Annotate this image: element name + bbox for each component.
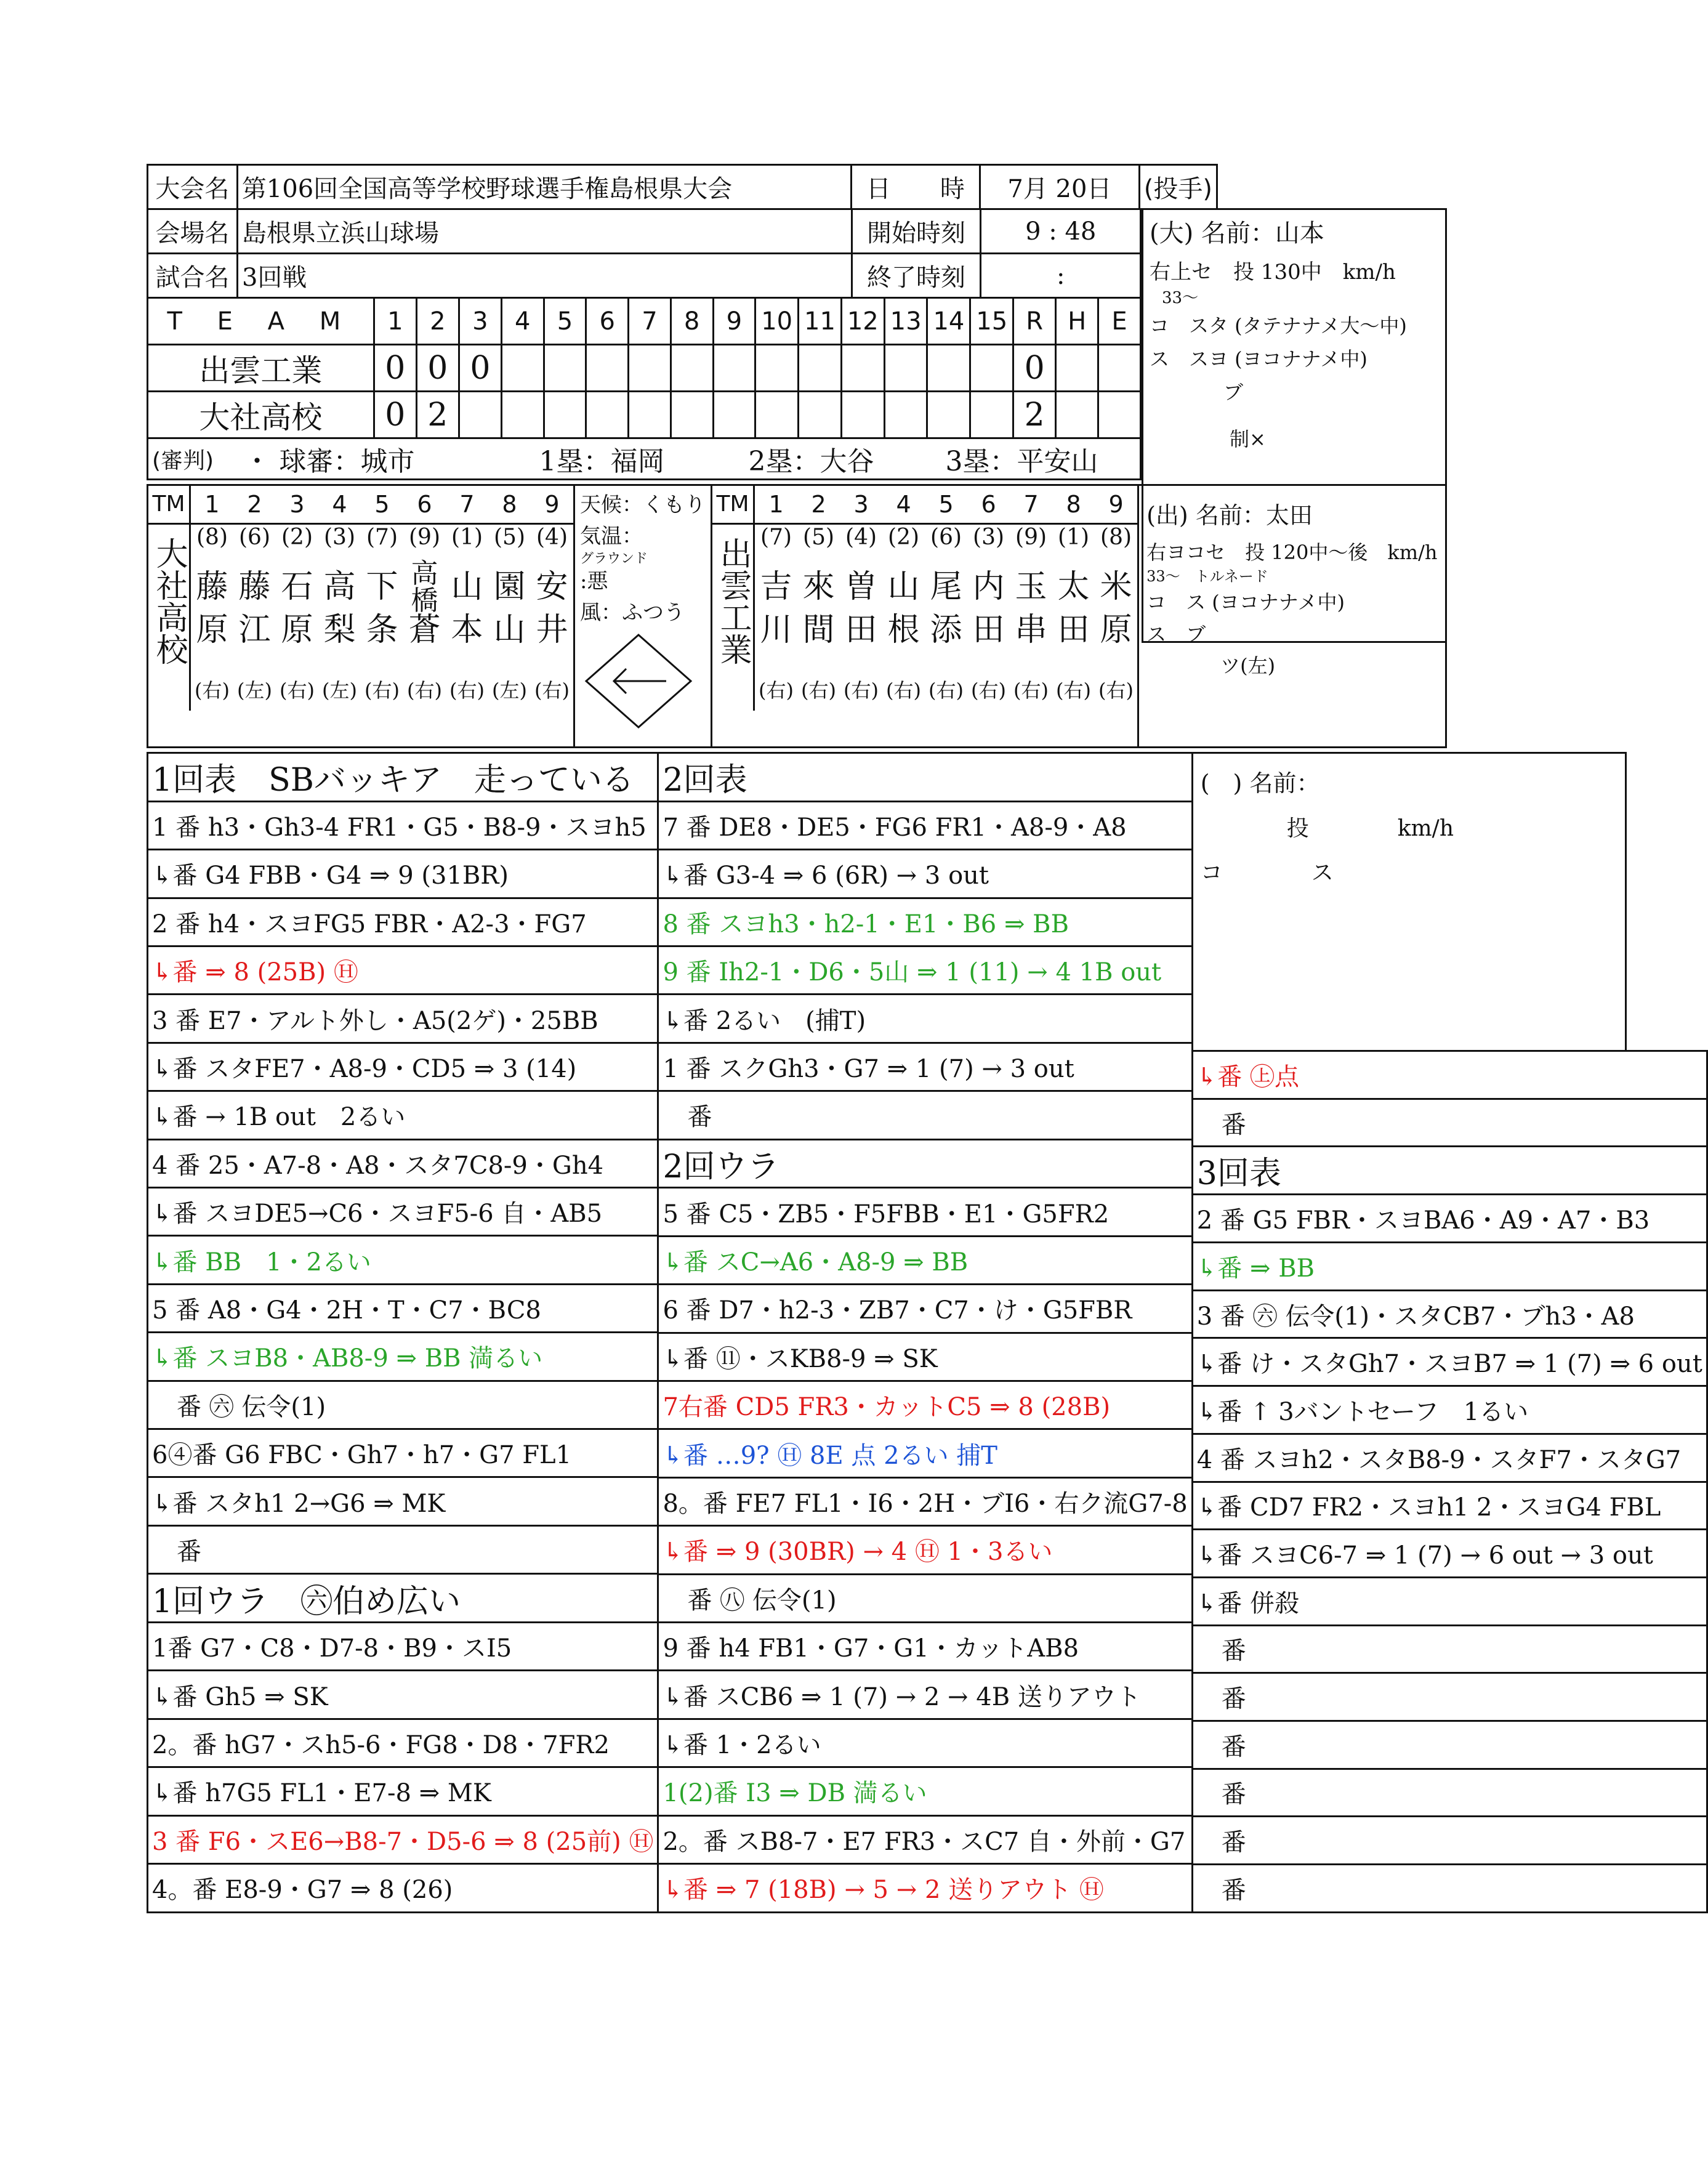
umpire-row bbox=[147, 437, 1142, 480]
play-row: 2 番 h4・スヨFG5 FBR・A2-3・FG7 bbox=[148, 898, 658, 946]
rhe-header: E bbox=[1098, 298, 1141, 345]
player-family-name: 下 bbox=[366, 568, 398, 605]
play-row: 5 番 C5・ZB5・F5FBB・E1・G5FR2 bbox=[658, 1188, 1192, 1236]
play-row: ↳番 G4 FBB・G4 ⇒ 9 (31BR) bbox=[148, 850, 658, 898]
play-row: 1(2)番 I3 ⇒ DB 満るい bbox=[658, 1767, 1192, 1815]
play-row: ↳番 CD7 FR2・スヨh1 2・スヨG4 FBL bbox=[1192, 1482, 1707, 1530]
inning-header: 10 bbox=[755, 298, 799, 345]
play-row: ↳番 け・スタGh7・スヨB7 ⇒ 1 (7) ⇒ 6 out bbox=[1192, 1338, 1707, 1386]
player-family-name: 山 bbox=[451, 568, 483, 605]
play-row: ↳番 ⑪・スKB8-9 ⇒ SK bbox=[658, 1333, 1192, 1381]
play-row: ↳番 1・2るい bbox=[658, 1719, 1192, 1767]
team-header: T E A M bbox=[148, 298, 374, 345]
play-row: 2回ウラ bbox=[658, 1139, 1192, 1188]
player-family-name: 山 bbox=[887, 568, 920, 605]
play-row: 1回ウラ ㊅伯め広い bbox=[148, 1574, 658, 1623]
total-h bbox=[1056, 392, 1098, 438]
player-slot bbox=[884, 525, 924, 711]
home-players bbox=[191, 525, 573, 711]
play-row: 番 bbox=[1192, 1625, 1707, 1673]
order-number: 4 bbox=[896, 491, 911, 518]
play-row: ↳番 スCB6 ⇒ 1 (7) → 2 → 4B 送りアウト bbox=[658, 1671, 1192, 1719]
inning-score bbox=[586, 345, 629, 392]
plays-column-3-wrap bbox=[1191, 752, 1702, 1913]
inning-score: 0 bbox=[374, 345, 416, 392]
weather-ground: :悪 bbox=[580, 569, 608, 594]
date-value: 7月 20日 bbox=[980, 165, 1140, 209]
weather-ground-label: グラウンド bbox=[580, 551, 648, 567]
inning-score bbox=[544, 392, 586, 438]
play-row: 1 番 スクGh3・G7 ⇒ 1 (7) → 3 out bbox=[658, 1043, 1192, 1091]
player-hand: (左) bbox=[237, 679, 272, 702]
player-position: (4) bbox=[536, 525, 568, 550]
play-row: 6④番 G6 FBC・Gh7・h7・G7 FL1 bbox=[148, 1429, 658, 1477]
batting-order-numbers bbox=[755, 486, 1137, 525]
player-slot bbox=[1053, 525, 1094, 711]
pitcher2-line2: 33〜 トルネード bbox=[1146, 567, 1268, 585]
tm-label: TM bbox=[712, 486, 753, 525]
total-h bbox=[1056, 345, 1098, 392]
player-hand: (左) bbox=[492, 679, 527, 702]
player-family-name: 米 bbox=[1100, 568, 1132, 605]
weather-sky: 天候：くもり bbox=[580, 493, 706, 517]
pitcher2-header: (出) 名前：太田 bbox=[1146, 502, 1313, 529]
venue-label: 会場名 bbox=[148, 209, 238, 254]
umpire-label: (審判) bbox=[148, 438, 240, 480]
play-row: 番 bbox=[1192, 1769, 1707, 1817]
inning-score bbox=[586, 392, 629, 438]
plays-column-3 bbox=[1191, 1050, 1708, 1913]
player-given-name: 添 bbox=[930, 611, 962, 648]
player-position: (4) bbox=[845, 525, 877, 550]
pitcher3-line3: コ ス bbox=[1200, 860, 1334, 886]
inning-score bbox=[629, 392, 671, 438]
player-position: (5) bbox=[803, 525, 835, 550]
play-row: 番 bbox=[658, 1091, 1192, 1139]
player-family-name: 太 bbox=[1057, 568, 1090, 605]
pitcher1-line6: 制× bbox=[1230, 427, 1266, 451]
play-row: 7 番 DE8・DE5・FG6 FR1・A8-9・A8 bbox=[658, 801, 1192, 849]
play-row: ↳番 BB 1・2るい bbox=[148, 1236, 658, 1284]
inning-score bbox=[927, 345, 970, 392]
tournament-name: 第106回全国高等学校野球選手権島根県大会 bbox=[237, 165, 851, 209]
umpire-third: 3塁：平安山 bbox=[942, 438, 1141, 480]
player-slot bbox=[532, 525, 573, 711]
player-family-name: 高橋 bbox=[411, 558, 438, 616]
player-hand: (右) bbox=[844, 679, 879, 702]
pitcher3-line1: 投 km/h bbox=[1286, 816, 1454, 841]
inning-score bbox=[459, 392, 501, 438]
inning-score: 0 bbox=[374, 392, 416, 438]
inning-header: 9 bbox=[713, 298, 755, 345]
inning-score bbox=[755, 392, 799, 438]
play-row: 8 番 スヨh3・h2-1・E1・B6 ⇒ BB bbox=[658, 898, 1192, 946]
player-position: (6) bbox=[239, 525, 270, 550]
date-label: 日 時 bbox=[851, 165, 980, 209]
inning-header: 6 bbox=[586, 298, 629, 345]
inning-score bbox=[501, 392, 544, 438]
player-hand: (右) bbox=[1098, 679, 1134, 702]
play-row: 4。番 E8-9・G7 ⇒ 8 (26) bbox=[148, 1864, 658, 1913]
play-row: 3 番 ㊅ 伝令(1)・スタCB7・ブh3・A8 bbox=[1192, 1290, 1707, 1338]
player-slot bbox=[235, 525, 275, 711]
play-row: 7右番 CD5 FR3・カットC5 ⇒ 8 (28B) bbox=[658, 1381, 1192, 1429]
play-row: 番 bbox=[148, 1525, 658, 1573]
pitcher2-line3: コ ス (ヨコナナメ中) bbox=[1146, 591, 1345, 615]
player-family-name: 尾 bbox=[930, 568, 962, 605]
play-row: 9 番 h4 FB1・G7・G1・カットAB8 bbox=[658, 1622, 1192, 1670]
inning-header: 8 bbox=[671, 298, 713, 345]
player-given-name: 山 bbox=[493, 611, 526, 648]
weather-wind: 風：ふつう bbox=[580, 600, 685, 625]
play-row: ↳番 → 1B out 2るい bbox=[148, 1091, 658, 1139]
player-given-name: 川 bbox=[760, 611, 792, 648]
player-hand: (右) bbox=[365, 679, 400, 702]
order-number: 3 bbox=[853, 491, 869, 518]
umpire-chief: ・ 球審：城市 bbox=[240, 438, 536, 480]
player-position: (1) bbox=[1058, 525, 1090, 550]
player-position: (7) bbox=[366, 525, 398, 550]
inning-score bbox=[970, 392, 1013, 438]
player-slot bbox=[756, 525, 797, 711]
play-by-play bbox=[147, 752, 1702, 1913]
player-hand: (右) bbox=[971, 679, 1007, 702]
play-row: ↳番 h7G5 FL1・E7-8 ⇒ MK bbox=[148, 1767, 658, 1815]
umpire-second: 2塁：大谷 bbox=[745, 438, 942, 480]
order-number: 9 bbox=[544, 491, 560, 518]
player-hand: (右) bbox=[195, 679, 230, 702]
pitcher1-line5: ブ bbox=[1223, 381, 1244, 404]
play-row: 4 番 25・A7-8・A8・スタ7C8-9・Gh4 bbox=[148, 1139, 658, 1187]
player-given-name: 原 bbox=[196, 611, 228, 648]
inning-score bbox=[927, 392, 970, 438]
player-slot bbox=[192, 525, 233, 711]
play-row: ↳番 ⇒ 8 (25B) Ⓗ bbox=[148, 946, 658, 994]
total-e bbox=[1098, 392, 1141, 438]
order-number: 6 bbox=[981, 491, 996, 518]
play-row: ↳番 スタFE7・A8-9・CD5 ⇒ 3 (14) bbox=[148, 1043, 658, 1091]
play-row: 番 bbox=[1192, 1865, 1707, 1913]
play-row: 2 番 G5 FBR・スヨBA6・A9・A7・B3 bbox=[1192, 1195, 1707, 1243]
player-given-name: 江 bbox=[238, 611, 271, 648]
venue-value: 島根県立浜山球場 bbox=[237, 209, 852, 254]
play-row: ↳番 スタh1 2→G6 ⇒ MK bbox=[148, 1477, 658, 1525]
pitcher3-header: ( ) 名前： bbox=[1200, 770, 1320, 797]
order-number: 9 bbox=[1108, 491, 1124, 518]
weather-temp: 気温： bbox=[580, 524, 643, 549]
player-slot bbox=[1096, 525, 1137, 711]
play-row: 8。番 FE7 FL1・I6・2H・ブI6・右ク流G7-8 bbox=[658, 1477, 1192, 1525]
player-given-name: 田 bbox=[1057, 611, 1090, 648]
player-family-name: 曽 bbox=[845, 568, 877, 605]
player-given-name: 原 bbox=[1100, 611, 1132, 648]
order-number: 4 bbox=[332, 491, 347, 518]
inning-header: 2 bbox=[416, 298, 459, 345]
inning-score bbox=[799, 345, 842, 392]
play-row: 番 bbox=[1192, 1721, 1707, 1769]
inning-header: 4 bbox=[501, 298, 544, 345]
away-lineup bbox=[712, 485, 1138, 748]
pitcher-box-3 bbox=[1191, 752, 1627, 1052]
inning-header: 1 bbox=[374, 298, 416, 345]
player-family-name: 來 bbox=[802, 568, 835, 605]
player-slot bbox=[405, 525, 445, 711]
player-position: (8) bbox=[196, 525, 228, 550]
player-hand: (右) bbox=[280, 679, 315, 702]
inning-score bbox=[501, 345, 544, 392]
home-lineup bbox=[148, 485, 574, 748]
player-slot bbox=[1011, 525, 1052, 711]
order-number: 5 bbox=[938, 491, 954, 518]
inning-score: 0 bbox=[459, 345, 501, 392]
play-row: ↳番 ⇒ BB bbox=[1192, 1243, 1707, 1291]
player-position: (5) bbox=[494, 525, 525, 550]
plays-column-2 bbox=[657, 752, 1193, 1913]
play-row: 番 bbox=[1192, 1099, 1707, 1147]
inning-header: 15 bbox=[970, 298, 1013, 345]
order-number: 1 bbox=[768, 491, 784, 518]
order-number: 6 bbox=[417, 491, 432, 518]
tournament-label: 大会名 bbox=[148, 165, 238, 209]
order-number: 1 bbox=[204, 491, 220, 518]
pitcher1-header: (大) 名前：山本 bbox=[1150, 219, 1324, 248]
player-given-name: 条 bbox=[366, 611, 398, 648]
play-row: 1番 G7・C8・D7-8・B9・スI5 bbox=[148, 1622, 658, 1670]
player-slot bbox=[799, 525, 839, 711]
player-hand: (右) bbox=[929, 679, 964, 702]
inning-header: 13 bbox=[884, 298, 927, 345]
rhe-header: H bbox=[1056, 298, 1098, 345]
play-row: ↳番 スヨDE5→C6・スヨF5-6 自・AB5 bbox=[148, 1187, 658, 1235]
inning-score bbox=[713, 392, 755, 438]
play-row: 番 ㊇ 伝令(1) bbox=[658, 1574, 1192, 1622]
play-row: 6 番 D7・h2-3・ZB7・C7・け・G5FBR bbox=[658, 1285, 1192, 1333]
order-number: 2 bbox=[247, 491, 262, 518]
order-number: 2 bbox=[811, 491, 826, 518]
player-slot bbox=[362, 525, 403, 711]
play-row: ↳番 ㊤点 bbox=[1192, 1051, 1707, 1099]
play-row: ↳番 スヨB8・AB8-9 ⇒ BB 満るい bbox=[148, 1333, 658, 1381]
order-number: 8 bbox=[1066, 491, 1081, 518]
player-position: (2) bbox=[281, 525, 313, 550]
player-given-name: 梨 bbox=[323, 611, 356, 648]
away-players bbox=[755, 525, 1137, 711]
player-position: (9) bbox=[1015, 525, 1047, 550]
team-name: 出雲工業 bbox=[148, 345, 374, 392]
inning-score bbox=[671, 345, 713, 392]
umpire-first: 1塁：福岡 bbox=[536, 438, 745, 480]
start-value: 9 : 48 bbox=[981, 209, 1141, 254]
pitcher2-line1: 右ヨコセ 投 120中〜後 km/h bbox=[1146, 541, 1438, 564]
player-slot bbox=[447, 525, 488, 711]
inning-score bbox=[799, 392, 842, 438]
total-r: 0 bbox=[1013, 345, 1056, 392]
game-value: 3回戦 bbox=[237, 254, 852, 298]
inning-header: 3 bbox=[459, 298, 501, 345]
away-team-name: 出雲工業 bbox=[714, 537, 752, 665]
inning-score bbox=[884, 392, 927, 438]
inning-score bbox=[544, 345, 586, 392]
batting-order-numbers bbox=[191, 486, 573, 525]
player-family-name: 玉 bbox=[1015, 568, 1047, 605]
play-row: 3 番 E7・アルト外し・A5(2ゲ)・25BB bbox=[148, 995, 658, 1043]
play-row: ↳番 ↑ 3バントセーフ 1るい bbox=[1192, 1386, 1707, 1434]
order-number: 7 bbox=[459, 491, 475, 518]
inning-score bbox=[841, 392, 884, 438]
pitcher2-line5: ツ(左) bbox=[1220, 653, 1276, 677]
inning-score bbox=[713, 345, 755, 392]
inning-header: 11 bbox=[799, 298, 842, 345]
pitcher1-line1: 右上セ 投 130中 km/h bbox=[1150, 260, 1396, 285]
player-slot bbox=[841, 525, 882, 711]
team-name: 大社高校 bbox=[148, 392, 374, 438]
play-row: 2。番 スB8-7・E7 FR3・スC7 自・外前・G7 bbox=[658, 1815, 1192, 1863]
play-row: 3 番 F6・スE6→B8-7・D5-6 ⇒ 8 (25前) Ⓗ bbox=[148, 1815, 658, 1863]
weather-box bbox=[574, 485, 712, 748]
player-family-name: 吉 bbox=[760, 568, 792, 605]
play-row: ↳番 …9? Ⓗ 8E 点 2るい 捕T bbox=[658, 1429, 1192, 1477]
play-row: ↳番 スヨC6-7 ⇒ 1 (7) → 6 out → 3 out bbox=[1192, 1530, 1707, 1578]
play-row: 3回表 bbox=[1192, 1147, 1707, 1195]
game-label: 試合名 bbox=[148, 254, 238, 298]
play-row: ↳番 ⇒ 9 (30BR) → 4 Ⓗ 1・3るい bbox=[658, 1526, 1192, 1574]
player-slot bbox=[969, 525, 1009, 711]
play-row: 番 ㊅ 伝令(1) bbox=[148, 1381, 658, 1429]
pitcher1-line4: ス スヨ (ヨコナナメ中) bbox=[1150, 347, 1368, 371]
player-position: (3) bbox=[324, 525, 355, 550]
player-slot bbox=[320, 525, 360, 711]
play-row: ↳番 Gh5 ⇒ SK bbox=[148, 1671, 658, 1719]
wind-diamond-icon bbox=[580, 629, 697, 733]
play-row: 9 番 Ih2-1・D6・5山 ⇒ 1 (11) → 4 1B out bbox=[658, 946, 1192, 994]
total-e bbox=[1098, 345, 1141, 392]
player-family-name: 藤 bbox=[196, 568, 228, 605]
inning-score bbox=[884, 345, 927, 392]
player-family-name: 内 bbox=[972, 568, 1005, 605]
rhe-header: R bbox=[1013, 298, 1056, 345]
inning-score bbox=[755, 345, 799, 392]
player-hand: (右) bbox=[801, 679, 837, 702]
play-row: ↳番 2るい (捕T) bbox=[658, 995, 1192, 1043]
header-table bbox=[147, 164, 1218, 210]
play-row: 5 番 A8・G4・2H・T・C7・BC8 bbox=[148, 1284, 658, 1332]
player-family-name: 園 bbox=[493, 568, 526, 605]
inning-header: 14 bbox=[927, 298, 970, 345]
inning-header: 7 bbox=[629, 298, 671, 345]
order-number: 8 bbox=[502, 491, 517, 518]
tm-label: TM bbox=[148, 486, 189, 525]
player-hand: (左) bbox=[322, 679, 357, 702]
pitcher-label: (投手) bbox=[1139, 165, 1217, 209]
order-number: 7 bbox=[1023, 491, 1039, 518]
plays-column-1 bbox=[147, 752, 659, 1913]
pitcher-box-1 bbox=[1142, 208, 1447, 643]
order-number: 3 bbox=[289, 491, 305, 518]
play-row: ↳番 スC→A6・A8-9 ⇒ BB bbox=[658, 1236, 1192, 1284]
home-team-vertical bbox=[148, 486, 191, 711]
player-position: (7) bbox=[760, 525, 792, 550]
player-given-name: 原 bbox=[281, 611, 313, 648]
player-given-name: 田 bbox=[972, 611, 1005, 648]
scoreboard bbox=[147, 297, 1142, 439]
play-row: 2。番 hG7・スh5-6・FG8・D8・7FR2 bbox=[148, 1719, 658, 1767]
player-hand: (右) bbox=[1013, 679, 1049, 702]
player-hand: (右) bbox=[759, 679, 794, 702]
player-family-name: 安 bbox=[536, 568, 568, 605]
player-given-name: 蒼 bbox=[408, 611, 441, 648]
inning-score bbox=[841, 345, 884, 392]
start-label: 開始時刻 bbox=[852, 209, 981, 254]
pitcher1-line3: コ スタ (タテナナメ大〜中) bbox=[1150, 314, 1407, 337]
player-position: (8) bbox=[1100, 525, 1132, 550]
play-row: ↳番 G3-4 ⇒ 6 (6R) → 3 out bbox=[658, 850, 1192, 898]
player-family-name: 藤 bbox=[238, 568, 271, 605]
inning-score: 0 bbox=[416, 345, 459, 392]
player-slot bbox=[926, 525, 967, 711]
player-slot bbox=[277, 525, 318, 711]
player-position: (9) bbox=[409, 525, 440, 550]
play-row: 2回表 bbox=[658, 753, 1192, 802]
player-family-name: 石 bbox=[281, 568, 313, 605]
player-hand: (右) bbox=[449, 679, 485, 702]
play-row: 番 bbox=[1192, 1673, 1707, 1721]
inning-header: 5 bbox=[544, 298, 586, 345]
play-row: 1 番 h3・Gh3-4 FR1・G5・B8-9・スヨh5 bbox=[148, 801, 658, 849]
player-hand: (右) bbox=[407, 679, 442, 702]
player-slot bbox=[489, 525, 530, 711]
inning-score: 2 bbox=[416, 392, 459, 438]
end-value: : bbox=[981, 254, 1141, 298]
play-row: ↳番 併殺 bbox=[1192, 1577, 1707, 1625]
order-number: 5 bbox=[374, 491, 390, 518]
player-given-name: 間 bbox=[802, 611, 835, 648]
scorecard bbox=[147, 164, 1702, 1913]
pitcher1-line2: 33〜 bbox=[1162, 289, 1199, 307]
player-hand: (右) bbox=[886, 679, 922, 702]
player-position: (6) bbox=[930, 525, 962, 550]
player-position: (2) bbox=[888, 525, 920, 550]
play-row: 番 bbox=[1192, 1817, 1707, 1865]
play-row: ↳番 ⇒ 7 (18B) → 5 → 2 送りアウト Ⓗ bbox=[658, 1864, 1192, 1913]
play-row: 1回表 SBバッキア 走っている bbox=[148, 753, 658, 802]
inning-score bbox=[970, 345, 1013, 392]
player-given-name: 田 bbox=[845, 611, 877, 648]
player-family-name: 高 bbox=[323, 568, 356, 605]
home-team-name: 大社高校 bbox=[150, 537, 188, 665]
pitcher2-line4: ス ブ bbox=[1146, 622, 1206, 646]
player-given-name: 本 bbox=[451, 611, 483, 648]
player-position: (1) bbox=[451, 525, 483, 550]
player-given-name: 串 bbox=[1015, 611, 1047, 648]
player-given-name: 井 bbox=[536, 611, 568, 648]
player-hand: (右) bbox=[1056, 679, 1092, 702]
total-r: 2 bbox=[1013, 392, 1056, 438]
player-given-name: 根 bbox=[887, 611, 920, 648]
header-table-2 bbox=[147, 208, 1142, 299]
inning-score bbox=[671, 392, 713, 438]
inning-header: 12 bbox=[841, 298, 884, 345]
inning-score bbox=[629, 345, 671, 392]
player-hand: (右) bbox=[534, 679, 570, 702]
play-row: 4 番 スヨh2・スタB8-9・スタF7・スタG7 bbox=[1192, 1434, 1707, 1482]
end-label: 終了時刻 bbox=[852, 254, 981, 298]
player-position: (3) bbox=[973, 525, 1005, 550]
